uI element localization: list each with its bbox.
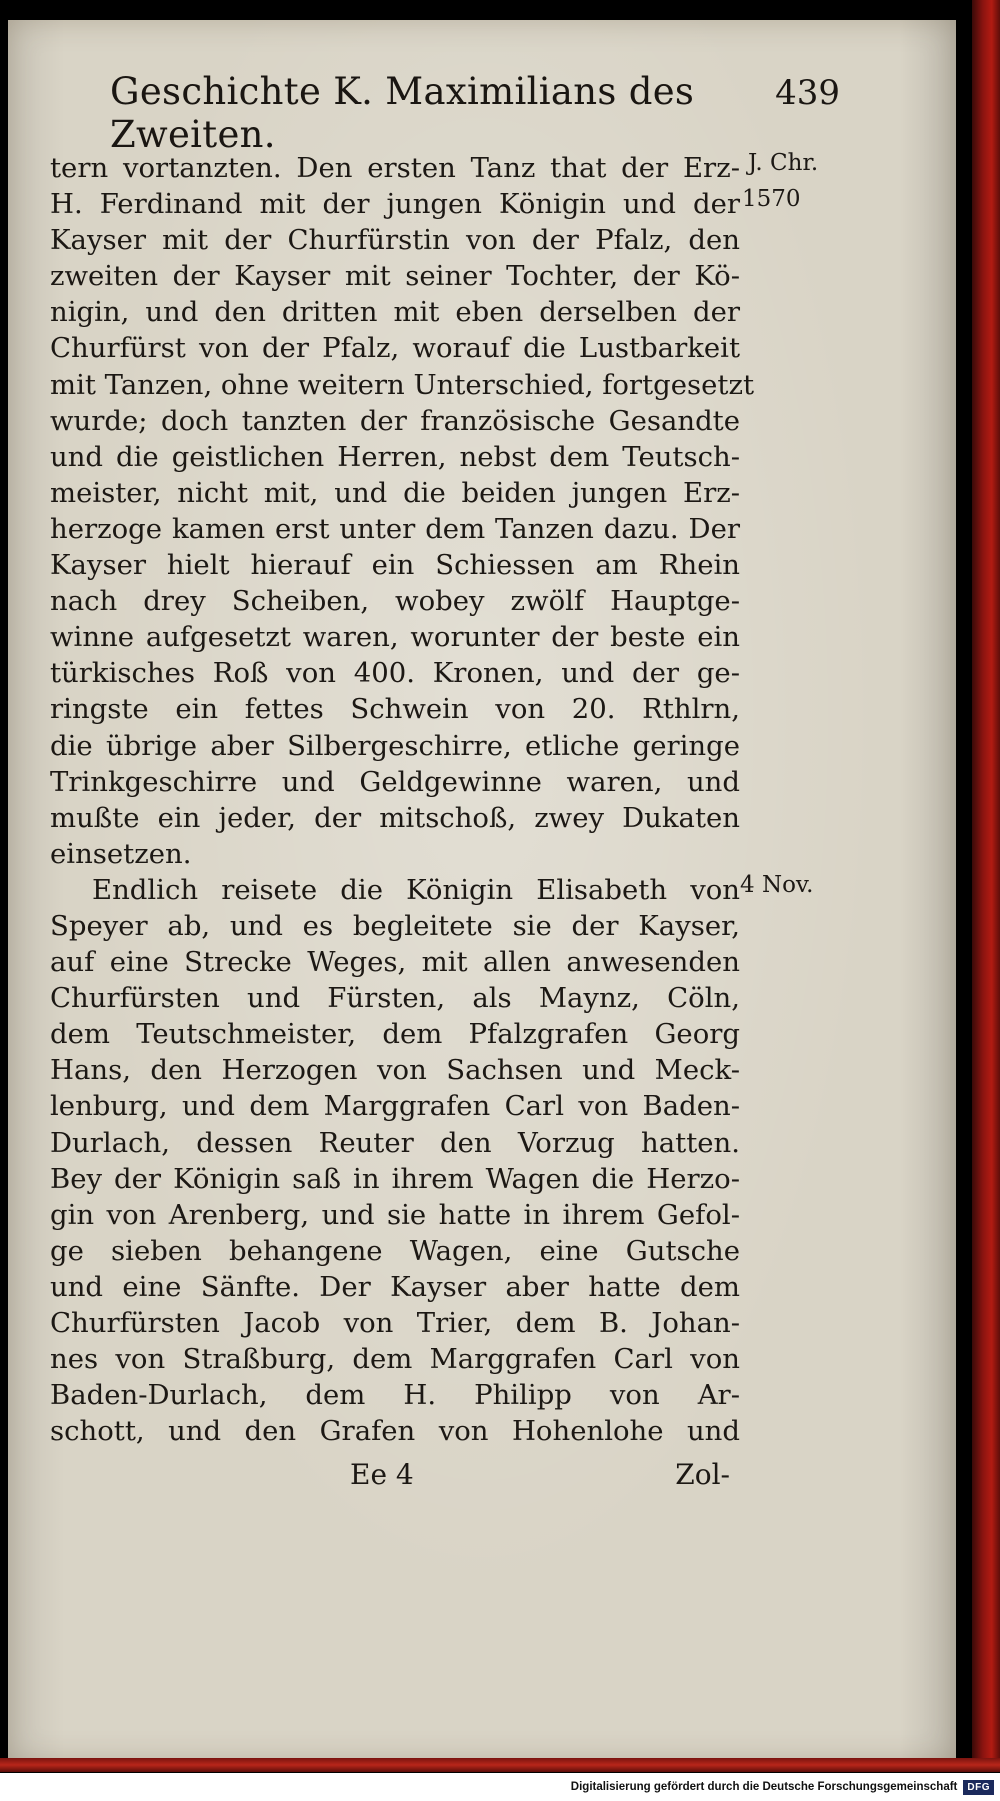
text-line: Durlach, dessen Reuter den Vorzug hatten. [50,1126,740,1159]
text-line: wurde; doch tanzten der französische Gesandte [50,404,740,437]
red-page-edge [972,0,1000,1760]
text-line: mußte ein jeder, der mitschoß, zwey Dukaten [50,801,740,834]
text-line: mit Tanzen, ohne weitern Unterschied, fortgesetzt [50,368,754,401]
text-line: Kayser mit der Churfürstin von der Pfalz, den [50,224,740,257]
catchword-row [350,1458,730,1491]
text-line: Kayser hielt hierauf ein Schiessen am Rhein [50,549,740,582]
text-line: Baden-Durlach, dem H. Philipp von Ar- [50,1379,740,1412]
page-number: 439 [775,73,840,113]
red-bottom-edge [0,1758,1000,1772]
body-text [50,150,754,1449]
text-line: nes von Straßburg, dem Marggrafen Carl von [50,1343,740,1376]
signature-mark: Ee 4 [350,1458,414,1491]
margin-note-year: 1570 [742,186,801,212]
text-line: einsetzen. [50,837,192,870]
running-head: Geschichte K. Maximilians des Zweiten. [110,70,695,156]
text-line: H. Ferdinand mit der jungen Königin und der [50,188,740,221]
text-line: Churfürst von der Pfalz, worauf die Lustbarkeit [50,332,740,365]
text-line: gin von Arenberg, und sie hatte in ihrem Gefol- [50,1198,740,1231]
margin-note-year-label: J. Chr. [748,150,819,176]
margin-note-date: 4 Nov. [740,872,814,898]
text-line: nach drey Scheiben, wobey zwölf Hauptge- [50,585,740,618]
text-line: nigin, und den dritten mit eben derselben der [50,296,740,329]
text-line: und eine Sänfte. Der Kayser aber hatte dem [50,1270,740,1303]
text-line: türkisches Roß von 400. Kronen, und der ge- [50,657,740,690]
funding-footer [561,1777,994,1797]
text-line: winne aufgesetzt waren, worunter der beste ein [50,621,740,654]
text-line: zweiten der Kayser mit seiner Tochter, der Kö- [50,260,740,293]
catchword: Zol- [675,1458,730,1491]
text-line: schott, und den Grafen von Hohenlohe und [50,1415,740,1448]
funding-text: Digitalisierung gefördert durch die Deutsche Forschungsgemeinschaft [570,1781,958,1793]
text-line: Speyer ab, und es begleitete sie der Kayser, [50,909,740,942]
text-line: Churfürsten und Fürsten, als Maynz, Cöln, [50,982,740,1015]
text-line: und die geistlichen Herren, nebst dem Teutsch- [50,440,740,473]
text-line: tern vortanzten. Den ersten Tanz that der Erz- [50,152,740,184]
text-line: die übrige aber Silbergeschirre, etliche geringe [50,729,740,762]
text-line: Hans, den Herzogen von Sachsen und Meck- [50,1054,740,1087]
text-line: lenburg, und dem Marggrafen Carl von Baden- [50,1090,740,1123]
text-line: Endlich reisete die Königin Elisabeth von [92,873,740,906]
text-line: dem Teutschmeister, dem Pfalzgrafen Georg [50,1018,740,1051]
text-line: Trinkgeschirre und Geldgewinne waren, und [50,765,740,798]
dfg-logo-icon: DFG [963,1780,994,1795]
text-line: Bey der Königin saß in ihrem Wagen die Herzo- [50,1162,740,1195]
text-line: ge sieben behangene Wagen, eine Gutsche [50,1234,740,1267]
text-line: herzoge kamen erst unter dem Tanzen dazu. Der [50,512,740,545]
text-line: meister, nicht mit, und die beiden jungen Erz- [50,476,740,509]
page-header [110,70,840,156]
text-line: ringste ein fettes Schwein von 20. Rthlrn, [50,693,740,726]
text-line: Churfürsten Jacob von Trier, dem B. Johan- [50,1307,740,1339]
text-line: auf eine Strecke Weges, mit allen anwesenden [50,946,740,979]
